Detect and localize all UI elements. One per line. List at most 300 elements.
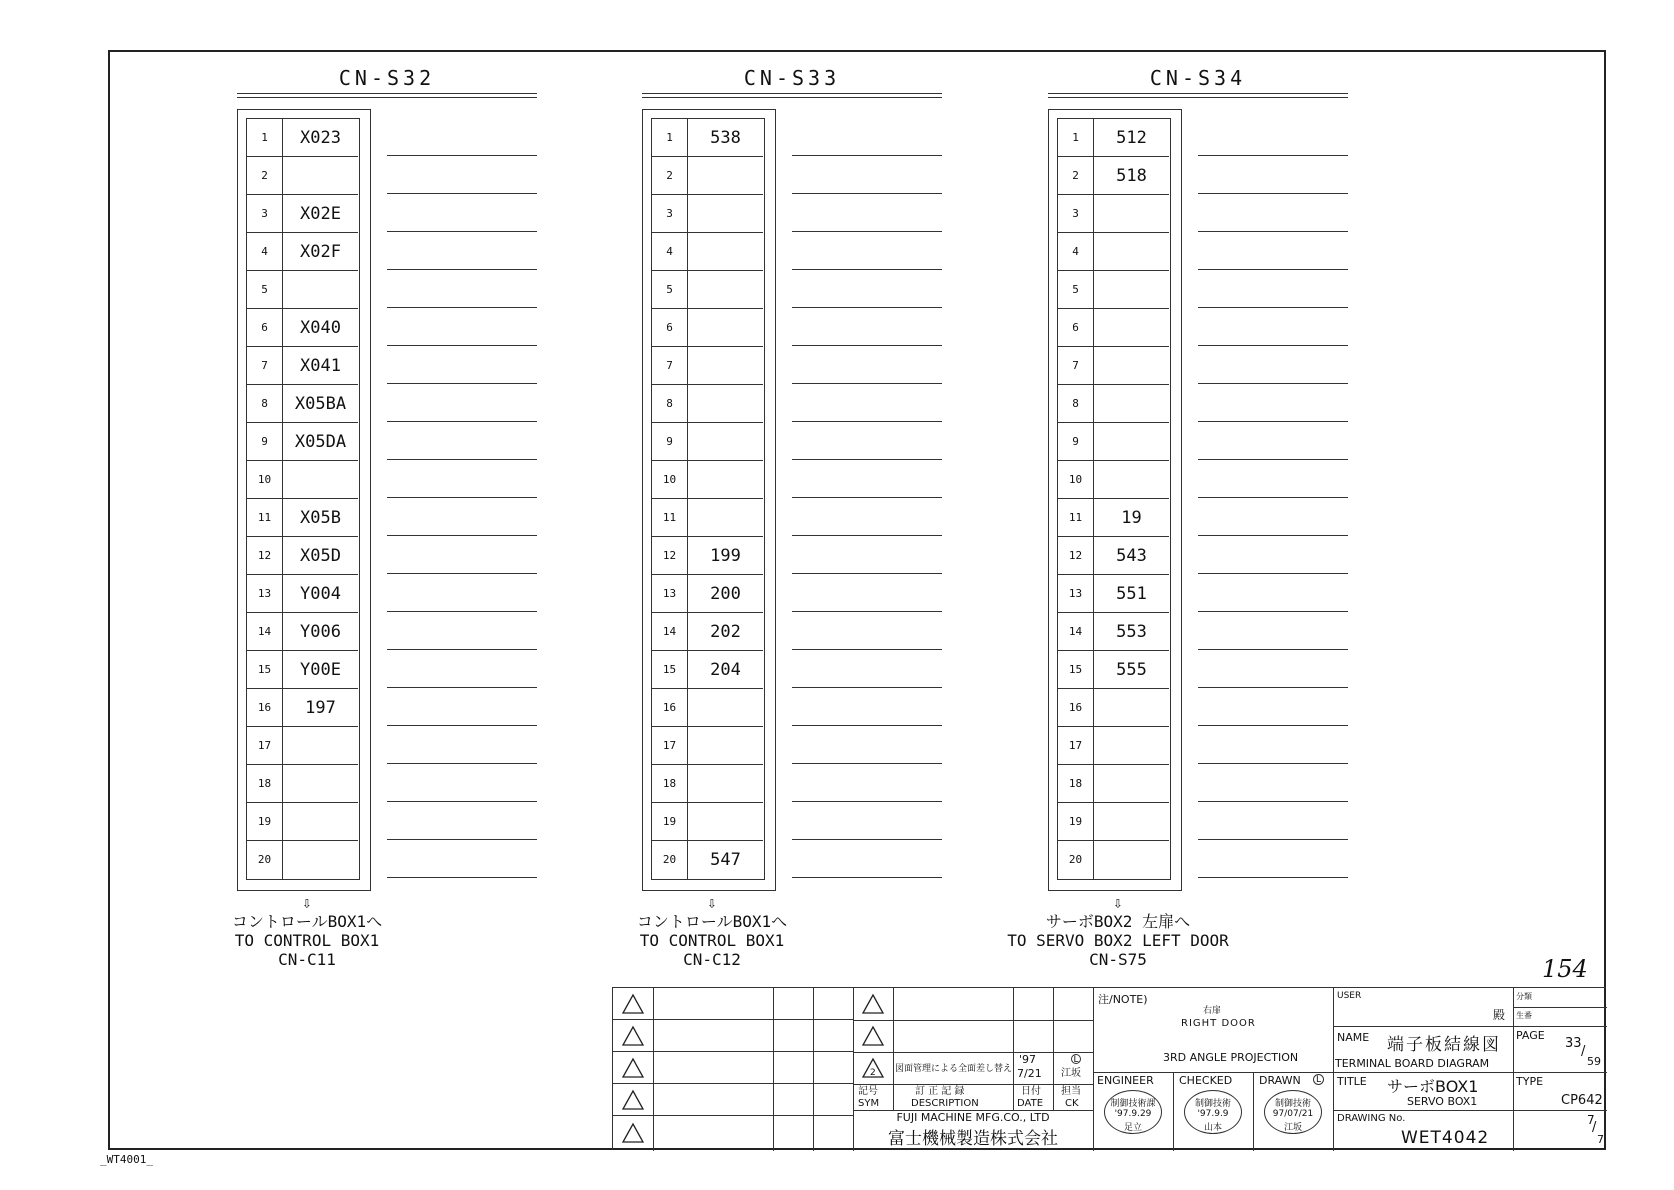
wire-line — [1198, 307, 1348, 308]
signal-label — [1094, 271, 1169, 309]
checked-label: CHECKED — [1179, 1074, 1233, 1087]
wire-line — [1198, 269, 1348, 270]
table-row — [247, 803, 358, 841]
signal-label — [688, 803, 763, 841]
pin-number: 18 — [1058, 765, 1094, 803]
wire-line — [387, 611, 537, 612]
signal-label: 547 — [710, 850, 741, 870]
signal-label — [283, 803, 358, 841]
pin-number: 17 — [652, 727, 688, 765]
header-sym-en: SYM — [858, 1098, 880, 1109]
destination-jp: コントロールBOX1へ — [231, 912, 383, 931]
table-row — [1058, 651, 1169, 689]
terminal-table-inner — [1057, 118, 1171, 880]
signal-label: X05B — [300, 508, 341, 528]
pin-number: 8 — [1058, 385, 1094, 423]
signal-label — [283, 271, 358, 309]
table-row — [652, 499, 763, 537]
signal-label — [688, 423, 763, 461]
destination-code: CN-C11 — [278, 950, 336, 969]
pin-number: 11 — [1058, 499, 1094, 537]
signal-label — [283, 765, 358, 803]
pin-number: 9 — [652, 423, 688, 461]
signal-label: Y00E — [300, 660, 341, 680]
drawn-label: DRAWN — [1259, 1074, 1301, 1087]
header-date-en: DATE — [1017, 1098, 1044, 1109]
connector-title: CN-S33 — [743, 66, 841, 90]
connector-title: CN-S34 — [1149, 66, 1247, 90]
pin-number: 4 — [247, 233, 283, 271]
pin-number: 6 — [247, 309, 283, 347]
wire-line — [1198, 535, 1348, 536]
info-block — [1333, 988, 1607, 1151]
pin-number: 20 — [652, 841, 688, 879]
revision-date: 7/21 — [1017, 1067, 1042, 1080]
pin-number: 15 — [247, 651, 283, 689]
wire-line — [387, 839, 537, 840]
title-underline — [237, 93, 537, 94]
signal-label — [688, 461, 763, 499]
revision-triangle-icon — [861, 1025, 885, 1047]
wire-line — [1198, 497, 1348, 498]
table-row — [1058, 499, 1169, 537]
wire-line — [792, 345, 942, 346]
name-label: NAME — [1337, 1031, 1370, 1044]
signal-label — [688, 765, 763, 803]
table-row — [652, 195, 763, 233]
signal-label: 553 — [1116, 622, 1147, 642]
signal-label — [688, 309, 763, 347]
revision-triangle-icon — [861, 993, 885, 1015]
projection: 3RD ANGLE PROJECTION — [1163, 1051, 1299, 1064]
signal-label — [283, 461, 358, 499]
title-label: TITLE — [1337, 1075, 1367, 1088]
header-desc-jp: 訂 正 記 録 — [915, 1086, 965, 1097]
wire-line — [1198, 193, 1348, 194]
pin-number: 3 — [652, 195, 688, 233]
signal-label — [1094, 727, 1169, 765]
signal-label: 199 — [710, 546, 741, 566]
wire-line — [792, 193, 942, 194]
table-row — [1058, 347, 1169, 385]
pin-number: 1 — [247, 119, 283, 157]
pin-number: 18 — [652, 765, 688, 803]
table-row — [1058, 233, 1169, 271]
rev-row — [613, 988, 853, 1020]
wire-line — [792, 763, 942, 764]
pin-number: 19 — [247, 803, 283, 841]
title-block — [612, 987, 1606, 1150]
pin-number: 1 — [652, 119, 688, 157]
stamp-name: 江坂 — [1283, 1123, 1302, 1133]
table-row — [1058, 575, 1169, 613]
signal-label — [283, 157, 358, 195]
wire-line — [792, 839, 942, 840]
stamp-date: '97.9.29 — [1114, 1109, 1152, 1119]
table-row — [652, 461, 763, 499]
header-ck-jp: 担当 — [1061, 1086, 1081, 1097]
destination-code: CN-S75 — [1089, 950, 1147, 969]
pin-number: 19 — [652, 803, 688, 841]
table-row — [1058, 423, 1169, 461]
signal-label — [1094, 347, 1169, 385]
table-row — [1058, 119, 1169, 157]
table-row — [247, 309, 358, 347]
wire-line — [792, 687, 942, 688]
title-jp: サーボBOX1 — [1387, 1077, 1479, 1096]
signal-label: 200 — [710, 584, 741, 604]
pin-number: 2 — [247, 157, 283, 195]
stamp-org: 制御技術 — [1194, 1099, 1231, 1109]
table-row — [1058, 157, 1169, 195]
signal-label — [688, 233, 763, 271]
drawing-no-label: DRAWING No. — [1337, 1113, 1406, 1124]
wire-line — [792, 497, 942, 498]
table-row — [1058, 195, 1169, 233]
revision-description: 図面管理による全面差し替え — [895, 1064, 1013, 1074]
table-row — [247, 271, 358, 309]
wire-line — [387, 459, 537, 460]
title-underline — [642, 97, 942, 98]
table-row — [652, 613, 763, 651]
signal-label: 197 — [305, 698, 336, 718]
pin-number: 17 — [1058, 727, 1094, 765]
table-row — [247, 195, 358, 233]
table-row — [652, 537, 763, 575]
revision-triangle-icon — [621, 1122, 645, 1144]
pin-number: 6 — [1058, 309, 1094, 347]
pin-number: 12 — [652, 537, 688, 575]
pin-number: 14 — [652, 613, 688, 651]
pin-number: 8 — [652, 385, 688, 423]
signal-label: X02E — [300, 204, 341, 224]
table-row — [652, 575, 763, 613]
name-jp: 端子板結線図 — [1387, 1035, 1501, 1055]
company-name-jp: 富士機械製造株式会社 — [888, 1129, 1058, 1149]
table-row — [652, 727, 763, 765]
signal-label — [283, 841, 358, 879]
user-suffix: 殿 — [1493, 1008, 1506, 1022]
company-name-en: FUJI MACHINE MFG.CO., LTD — [896, 1111, 1050, 1124]
revision-triangle-icon — [621, 1025, 645, 1047]
table-row — [652, 651, 763, 689]
wire-line — [387, 345, 537, 346]
seiban-label: 生番 — [1516, 1011, 1532, 1020]
signal-label — [688, 347, 763, 385]
wire-line — [387, 725, 537, 726]
pin-number: 5 — [1058, 271, 1094, 309]
stamp-date: '97.9.9 — [1197, 1109, 1229, 1119]
pin-number: 12 — [247, 537, 283, 575]
signal-label: 512 — [1116, 128, 1147, 148]
sheet-slash: / — [1592, 1120, 1597, 1135]
wire-line — [1198, 345, 1348, 346]
pin-number: 9 — [1058, 423, 1094, 461]
pin-number: 11 — [247, 499, 283, 537]
pin-number: 16 — [652, 689, 688, 727]
wire-line — [792, 877, 942, 878]
pin-number: 2 — [652, 157, 688, 195]
wire-line — [1198, 231, 1348, 232]
table-row — [1058, 309, 1169, 347]
pin-number: 11 — [652, 499, 688, 537]
stamp-name: 山本 — [1203, 1123, 1222, 1133]
wire-line — [1198, 649, 1348, 650]
wire-line — [387, 535, 537, 536]
table-row — [1058, 841, 1169, 879]
destination-label — [988, 894, 1248, 969]
table-row — [1058, 689, 1169, 727]
table-row — [652, 157, 763, 195]
header-date-jp: 日付 — [1021, 1086, 1041, 1097]
table-row — [247, 499, 358, 537]
pin-number: 6 — [652, 309, 688, 347]
wire-line — [792, 231, 942, 232]
type-label: TYPE — [1516, 1075, 1544, 1088]
pin-number: 12 — [1058, 537, 1094, 575]
pin-number: 15 — [1058, 651, 1094, 689]
signal-label — [1094, 385, 1169, 423]
wire-line — [387, 155, 537, 156]
table-row — [652, 385, 763, 423]
wire-line — [387, 231, 537, 232]
revision-table-right — [853, 988, 1093, 1151]
title-underline — [237, 97, 537, 98]
pin-number: 13 — [247, 575, 283, 613]
signal-label — [1094, 195, 1169, 233]
signal-label — [688, 727, 763, 765]
table-row — [1058, 765, 1169, 803]
pin-number: 14 — [247, 613, 283, 651]
revision-triangle-icon — [621, 993, 645, 1015]
user-label: USER — [1337, 991, 1362, 1001]
table-row — [1058, 803, 1169, 841]
destination-jp: サーボBOX2 左扉へ — [1045, 912, 1191, 931]
wire-line — [1198, 839, 1348, 840]
wire-line — [792, 573, 942, 574]
wire-line — [1198, 763, 1348, 764]
revision-ck-mark: L — [1071, 1054, 1081, 1064]
wire-line — [387, 383, 537, 384]
page-label: PAGE — [1516, 1029, 1545, 1042]
revision-table-left — [613, 988, 853, 1151]
name-en: TERMINAL BOARD DIAGRAM — [1335, 1057, 1490, 1070]
pin-number: 7 — [652, 347, 688, 385]
table-row — [247, 157, 358, 195]
pin-number: 14 — [1058, 613, 1094, 651]
table-row — [247, 765, 358, 803]
signal-label — [1094, 461, 1169, 499]
sheet-num: 7 — [1587, 1113, 1595, 1127]
header-ck-en: CK — [1065, 1098, 1079, 1109]
checked-stamp — [1184, 1090, 1242, 1134]
pin-number: 3 — [1058, 195, 1094, 233]
destination-en: TO CONTROL BOX1 — [234, 931, 380, 950]
wire-line — [792, 725, 942, 726]
signal-label — [1094, 841, 1169, 879]
wire-line — [792, 269, 942, 270]
signal-label: X02F — [300, 242, 341, 262]
stamp-name: 足立 — [1123, 1123, 1142, 1133]
destination-en: TO SERVO BOX2 LEFT DOOR — [1007, 931, 1229, 950]
title-underline — [1048, 97, 1348, 98]
bunrui-label: 分類 — [1516, 992, 1532, 1001]
signal-label: 19 — [1121, 508, 1142, 528]
wire-line — [792, 421, 942, 422]
stamp-org: 制御技術 — [1274, 1099, 1311, 1109]
signal-label — [1094, 233, 1169, 271]
pin-number: 1 — [1058, 119, 1094, 157]
table-row — [1058, 727, 1169, 765]
down-arrow-icon: ⇩ — [302, 893, 312, 912]
wire-line — [792, 801, 942, 802]
pin-number: 20 — [1058, 841, 1094, 879]
signal-label: 551 — [1116, 584, 1147, 604]
wire-line — [387, 307, 537, 308]
note-jp: 右扉 — [1203, 1006, 1222, 1016]
wire-line — [792, 307, 942, 308]
approval-block — [1093, 988, 1333, 1151]
wire-line — [1198, 383, 1348, 384]
terminal-table — [237, 109, 371, 891]
page-slash: / — [1581, 1044, 1586, 1059]
pin-number: 5 — [652, 271, 688, 309]
wire-line — [1198, 877, 1348, 878]
revision-date-year: '97 — [1019, 1053, 1037, 1066]
pin-number: 15 — [652, 651, 688, 689]
pin-number: 7 — [1058, 347, 1094, 385]
table-row — [652, 347, 763, 385]
rev-row — [613, 1084, 853, 1116]
table-row — [652, 309, 763, 347]
destination-code: CN-C12 — [683, 950, 741, 969]
signal-label — [1094, 423, 1169, 461]
table-row — [652, 803, 763, 841]
table-row — [1058, 385, 1169, 423]
table-row — [247, 233, 358, 271]
engineer-stamp — [1104, 1090, 1162, 1134]
table-row — [1058, 461, 1169, 499]
wire-line — [387, 687, 537, 688]
table-row — [247, 385, 358, 423]
table-row — [247, 651, 358, 689]
pin-number: 18 — [247, 765, 283, 803]
table-row — [247, 841, 358, 879]
pin-number: 13 — [652, 575, 688, 613]
rev-row — [613, 1020, 853, 1052]
revision-triangle-icon — [621, 1057, 645, 1079]
signal-label: 202 — [710, 622, 741, 642]
signal-label — [688, 385, 763, 423]
pin-number: 13 — [1058, 575, 1094, 613]
table-row — [652, 765, 763, 803]
signal-label — [283, 727, 358, 765]
signal-label — [1094, 309, 1169, 347]
down-arrow-icon: ⇩ — [707, 893, 717, 912]
wire-line — [1198, 155, 1348, 156]
drawn-mark: L — [1313, 1074, 1324, 1085]
page-total: 59 — [1587, 1055, 1601, 1068]
pin-number: 9 — [247, 423, 283, 461]
destination-label — [177, 894, 437, 969]
header-sym-jp: 記号 — [858, 1086, 878, 1097]
terminal-table-inner — [651, 118, 765, 880]
pin-number: 16 — [247, 689, 283, 727]
table-row — [652, 271, 763, 309]
signal-label: X040 — [300, 318, 341, 338]
pin-number: 4 — [652, 233, 688, 271]
signal-label: 555 — [1116, 660, 1147, 680]
pin-number: 10 — [652, 461, 688, 499]
signal-label: X05BA — [294, 394, 347, 414]
wire-line — [387, 801, 537, 802]
destination-jp: コントロールBOX1へ — [636, 912, 788, 931]
table-row — [652, 423, 763, 461]
page-num: 33 — [1565, 1036, 1582, 1051]
wire-line — [387, 649, 537, 650]
signal-label: X041 — [300, 356, 341, 376]
note-en: RIGHT DOOR — [1181, 1018, 1256, 1029]
title-en: SERVO BOX1 — [1407, 1095, 1478, 1108]
wire-line — [1198, 725, 1348, 726]
down-arrow-icon: ⇩ — [1113, 893, 1123, 912]
table-row — [247, 727, 358, 765]
drawn-stamp — [1264, 1090, 1322, 1134]
wire-line — [1198, 611, 1348, 612]
signal-label — [688, 271, 763, 309]
signal-label — [1094, 765, 1169, 803]
signal-label — [688, 157, 763, 195]
header-desc-en: DESCRIPTION — [911, 1098, 979, 1109]
wire-line — [1198, 573, 1348, 574]
signal-label: Y004 — [300, 584, 341, 604]
pin-number: 3 — [247, 195, 283, 233]
signal-label — [688, 195, 763, 233]
wire-line — [792, 459, 942, 460]
note-label: 注/NOTE) — [1098, 993, 1148, 1006]
table-row — [652, 119, 763, 157]
signal-label: X05DA — [294, 432, 347, 452]
wire-line — [387, 877, 537, 878]
revision-ck: 江坂 — [1061, 1068, 1081, 1079]
wire-line — [387, 763, 537, 764]
wire-line — [792, 535, 942, 536]
wire-line — [1198, 459, 1348, 460]
signal-label: 543 — [1116, 546, 1147, 566]
handwritten-number: 154 — [1542, 955, 1588, 983]
pin-number: 20 — [247, 841, 283, 879]
wire-line — [792, 649, 942, 650]
wire-line — [1198, 421, 1348, 422]
table-row — [247, 537, 358, 575]
connector-title: CN-S32 — [338, 66, 436, 90]
table-row — [652, 841, 763, 879]
wire-line — [792, 383, 942, 384]
pin-number: 16 — [1058, 689, 1094, 727]
wire-line — [792, 611, 942, 612]
wire-line — [792, 155, 942, 156]
table-row — [1058, 613, 1169, 651]
wire-line — [387, 193, 537, 194]
table-row — [247, 347, 358, 385]
wire-line — [387, 497, 537, 498]
signal-label: X023 — [300, 128, 341, 148]
table-row — [1058, 537, 1169, 575]
signal-label: 538 — [710, 128, 741, 148]
signal-label: Y006 — [300, 622, 341, 642]
table-row — [247, 613, 358, 651]
table-row — [247, 575, 358, 613]
